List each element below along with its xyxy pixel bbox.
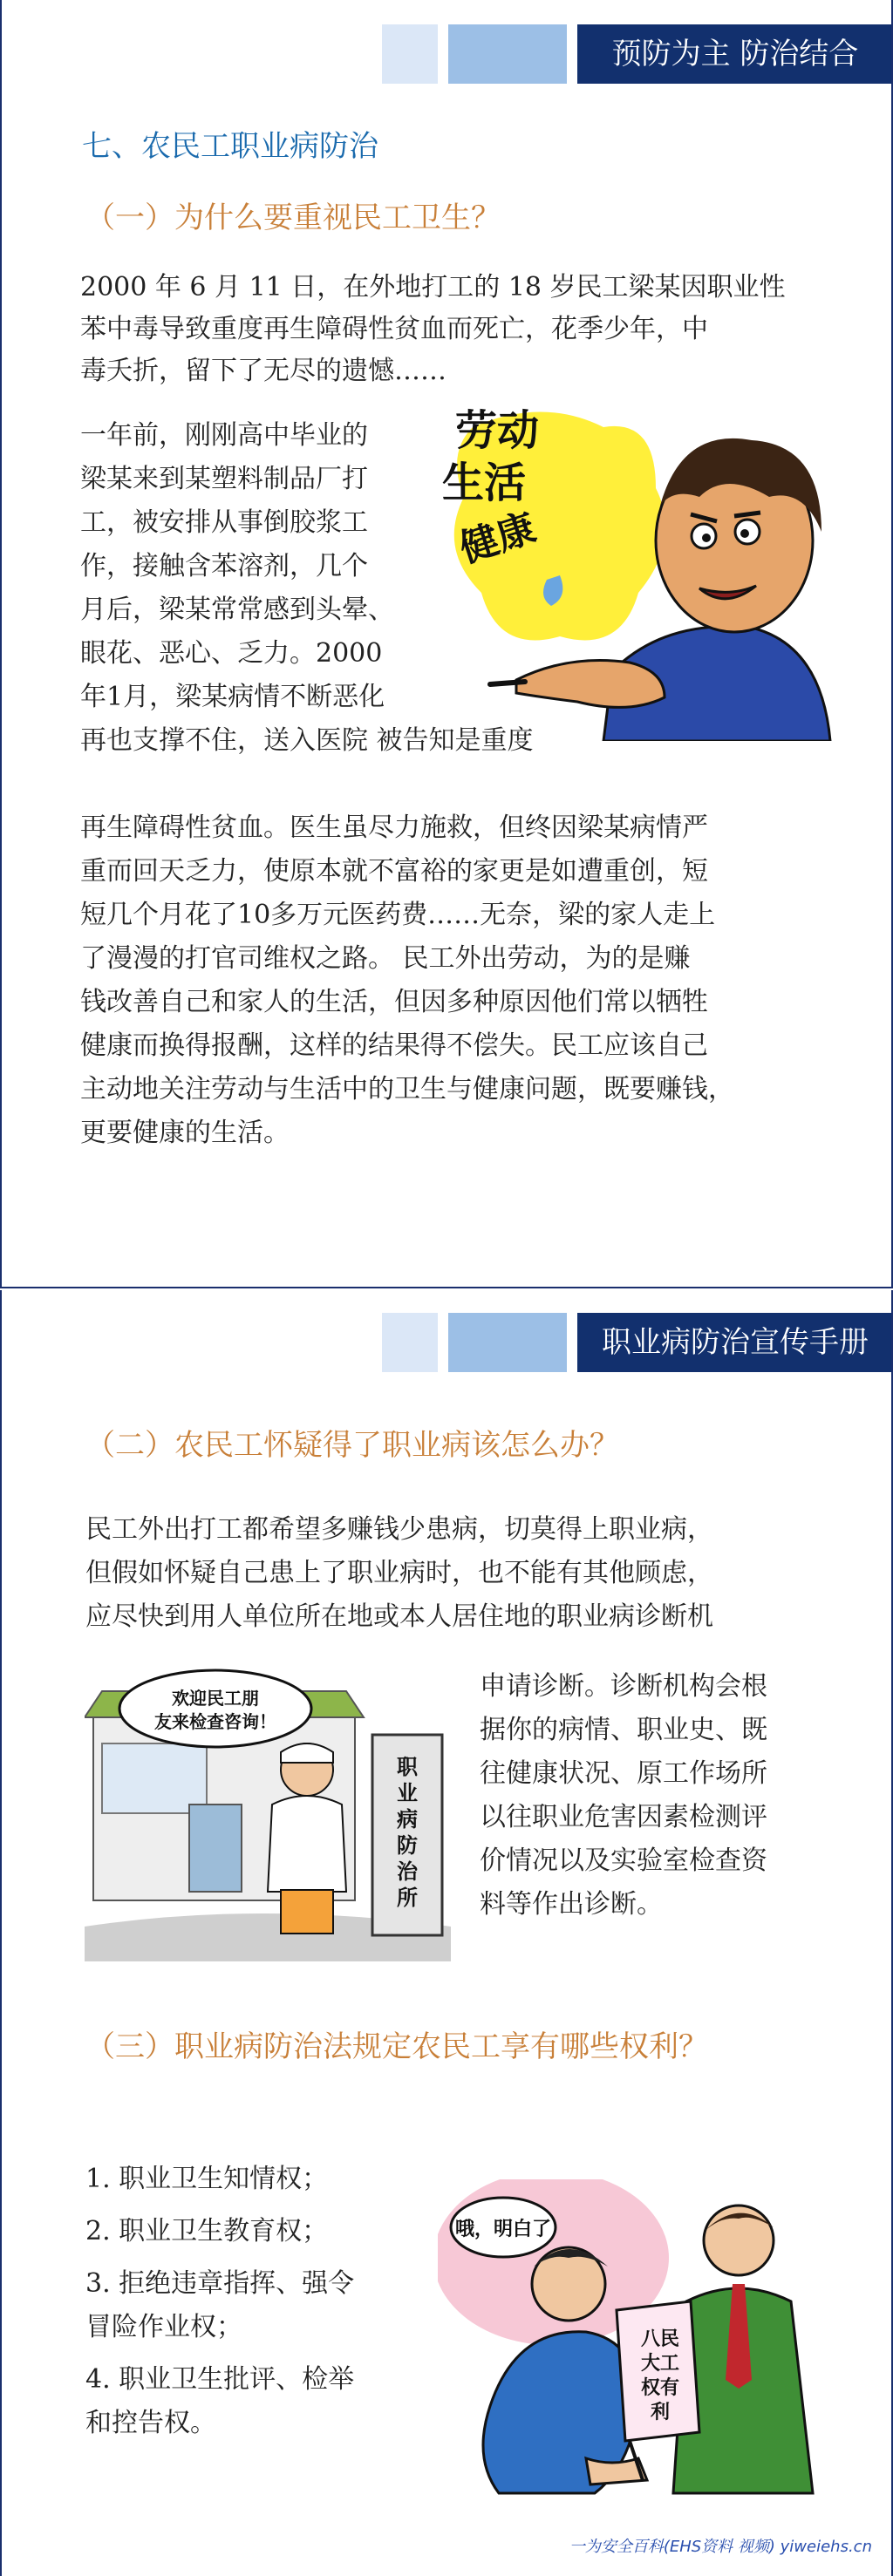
header-banner: 预防为主 防治结合: [577, 24, 893, 84]
paragraph-line: 料等作出诊断。: [480, 1889, 663, 1920]
paragraph-line: 再生障碍性贫血。医生虽尽力施救，但终因梁某病情严: [80, 812, 708, 843]
header-decor-square: [382, 1313, 438, 1372]
document-text: 大工: [640, 2352, 680, 2375]
rights-item: 冒险作业权；: [85, 2312, 242, 2342]
paragraph-line: 价情况以及实验室检查资: [480, 1845, 767, 1876]
subsection-title-3: （三）职业病防治法规定农民工享有哪些权利？: [85, 2029, 708, 2064]
cartoon-word: 生活: [442, 459, 527, 507]
document-text: 利: [650, 2401, 671, 2423]
subsection-title-2: （二）农民工怀疑得了职业病该怎么办？: [85, 1428, 619, 1463]
paragraph-line: 健康而换得报酬，这样的结果得不偿失。民工应该自己: [80, 1030, 708, 1061]
paragraph-line: 眼花、恶心、乏力。2000: [80, 638, 383, 669]
paragraph-line: 作，接触含苯溶剂，几个: [80, 551, 368, 581]
clinic-sign-char: 所: [397, 1885, 418, 1910]
document-text: 权有: [640, 2376, 680, 2399]
paragraph-line: 了漫漫的打官司维权之路。 民工外出劳动，为的是赚: [80, 943, 691, 974]
paragraph-line: 月后，梁某常常感到头晕、: [80, 595, 394, 625]
clinic-sign-char: 防: [397, 1832, 418, 1858]
rights-item: 2. 职业卫生教育权；: [85, 2216, 329, 2246]
rights-item: 1. 职业卫生知情权；: [85, 2164, 329, 2194]
paragraph-line: 主动地关注劳动与生活中的卫生与健康问题，既要赚钱，: [80, 1074, 734, 1104]
speech-bubble-text: 哦，明白了: [454, 2218, 552, 2240]
page-2: [0, 1290, 893, 2576]
paragraph-line: 但假如怀疑自己患上了职业病时，也不能有其他顾虑，: [85, 1558, 713, 1588]
header-decor-square: [382, 24, 438, 84]
footer-watermark: 一为安全百科(EHS资料 视频) yiweiehs.cn: [569, 2538, 872, 2556]
paragraph-line: 一年前，刚刚高中毕业的: [80, 420, 368, 451]
speech-bubble-text: 欢迎民工朋: [172, 1688, 259, 1709]
document-text: 八民: [640, 2328, 680, 2350]
section-title: 七、农民工职业病防治: [82, 129, 378, 164]
speech-bubble-text: 友来检查咨询！: [154, 1711, 276, 1732]
paragraph-line: 年1月，梁某病情不断恶化: [80, 682, 385, 712]
paragraph-line: 民工外出打工都希望多赚钱少患病，切莫得上职业病，: [85, 1514, 713, 1545]
clinic-sign-char: 业: [397, 1780, 418, 1805]
rights-item: 4. 职业卫生批评、检举: [85, 2364, 355, 2395]
clinic-sign-char: 病: [397, 1806, 418, 1832]
paragraph-line: 应尽快到用人单位所在地或本人居住地的职业病诊断机: [85, 1601, 713, 1632]
paragraph-line: 再也支撑不住，送入医院 被告知是重度: [80, 725, 534, 756]
doctor-coat: [268, 1796, 346, 1892]
paragraph-line: 重而回天乏力，使原本就不富裕的家更是如遭重创，短: [80, 856, 708, 887]
clinic-sign-char: 治: [397, 1859, 418, 1884]
paragraph-line: 工，被安排从事倒胶浆工: [80, 507, 368, 538]
paragraph-line: 2000 年 6 月 11 日，在外地打工的 18 岁民工梁某因职业性: [80, 272, 786, 302]
header-decor-bar: [448, 1313, 567, 1372]
paragraph-line: 申请诊断。诊断机构会根: [480, 1671, 767, 1702]
paragraph-line: 以往职业危害因素检测评: [480, 1802, 767, 1832]
paragraph-line: 短几个月花了10多万元医药费……无奈，梁的家人走上: [80, 900, 716, 930]
rights-illustration: [438, 2179, 839, 2545]
subsection-title-1: （一）为什么要重视民工卫生？: [85, 201, 501, 235]
clinic-illustration: [85, 1665, 451, 1961]
cartoon-word: 健康: [453, 505, 542, 572]
clinic-sign-char: 职: [397, 1754, 418, 1779]
cartoon-word: 劳动: [455, 406, 540, 455]
ambulance: [189, 1805, 242, 1892]
speech-bubble: [119, 1670, 311, 1747]
paragraph-line: 据你的病情、职业史、既: [480, 1715, 767, 1745]
paragraph-line: 梁某来到某塑料制品厂打: [80, 464, 368, 494]
pointing-arm: [516, 661, 665, 708]
paragraph-line: 钱改善自己和家人的生活，但因多种原因他们常以牺牲: [80, 987, 708, 1017]
paragraph-line: 毒夭折，留下了无尽的遗憾……: [80, 356, 446, 386]
rights-item: 3. 拒绝违章指挥、强令: [85, 2268, 355, 2299]
paragraph-line: 苯中毒导致重度再生障碍性贫血而死亡，花季少年，中: [80, 314, 708, 344]
rights-item: 和控告权。: [85, 2408, 216, 2438]
pointing-man-illustration: [438, 392, 839, 741]
header-banner: 职业病防治宣传手册: [577, 1313, 893, 1372]
paragraph-line: 更要健康的生活。: [80, 1118, 290, 1148]
header-decor-bar: [448, 24, 567, 84]
paragraph-line: 往健康状况、原工作场所: [480, 1758, 767, 1789]
